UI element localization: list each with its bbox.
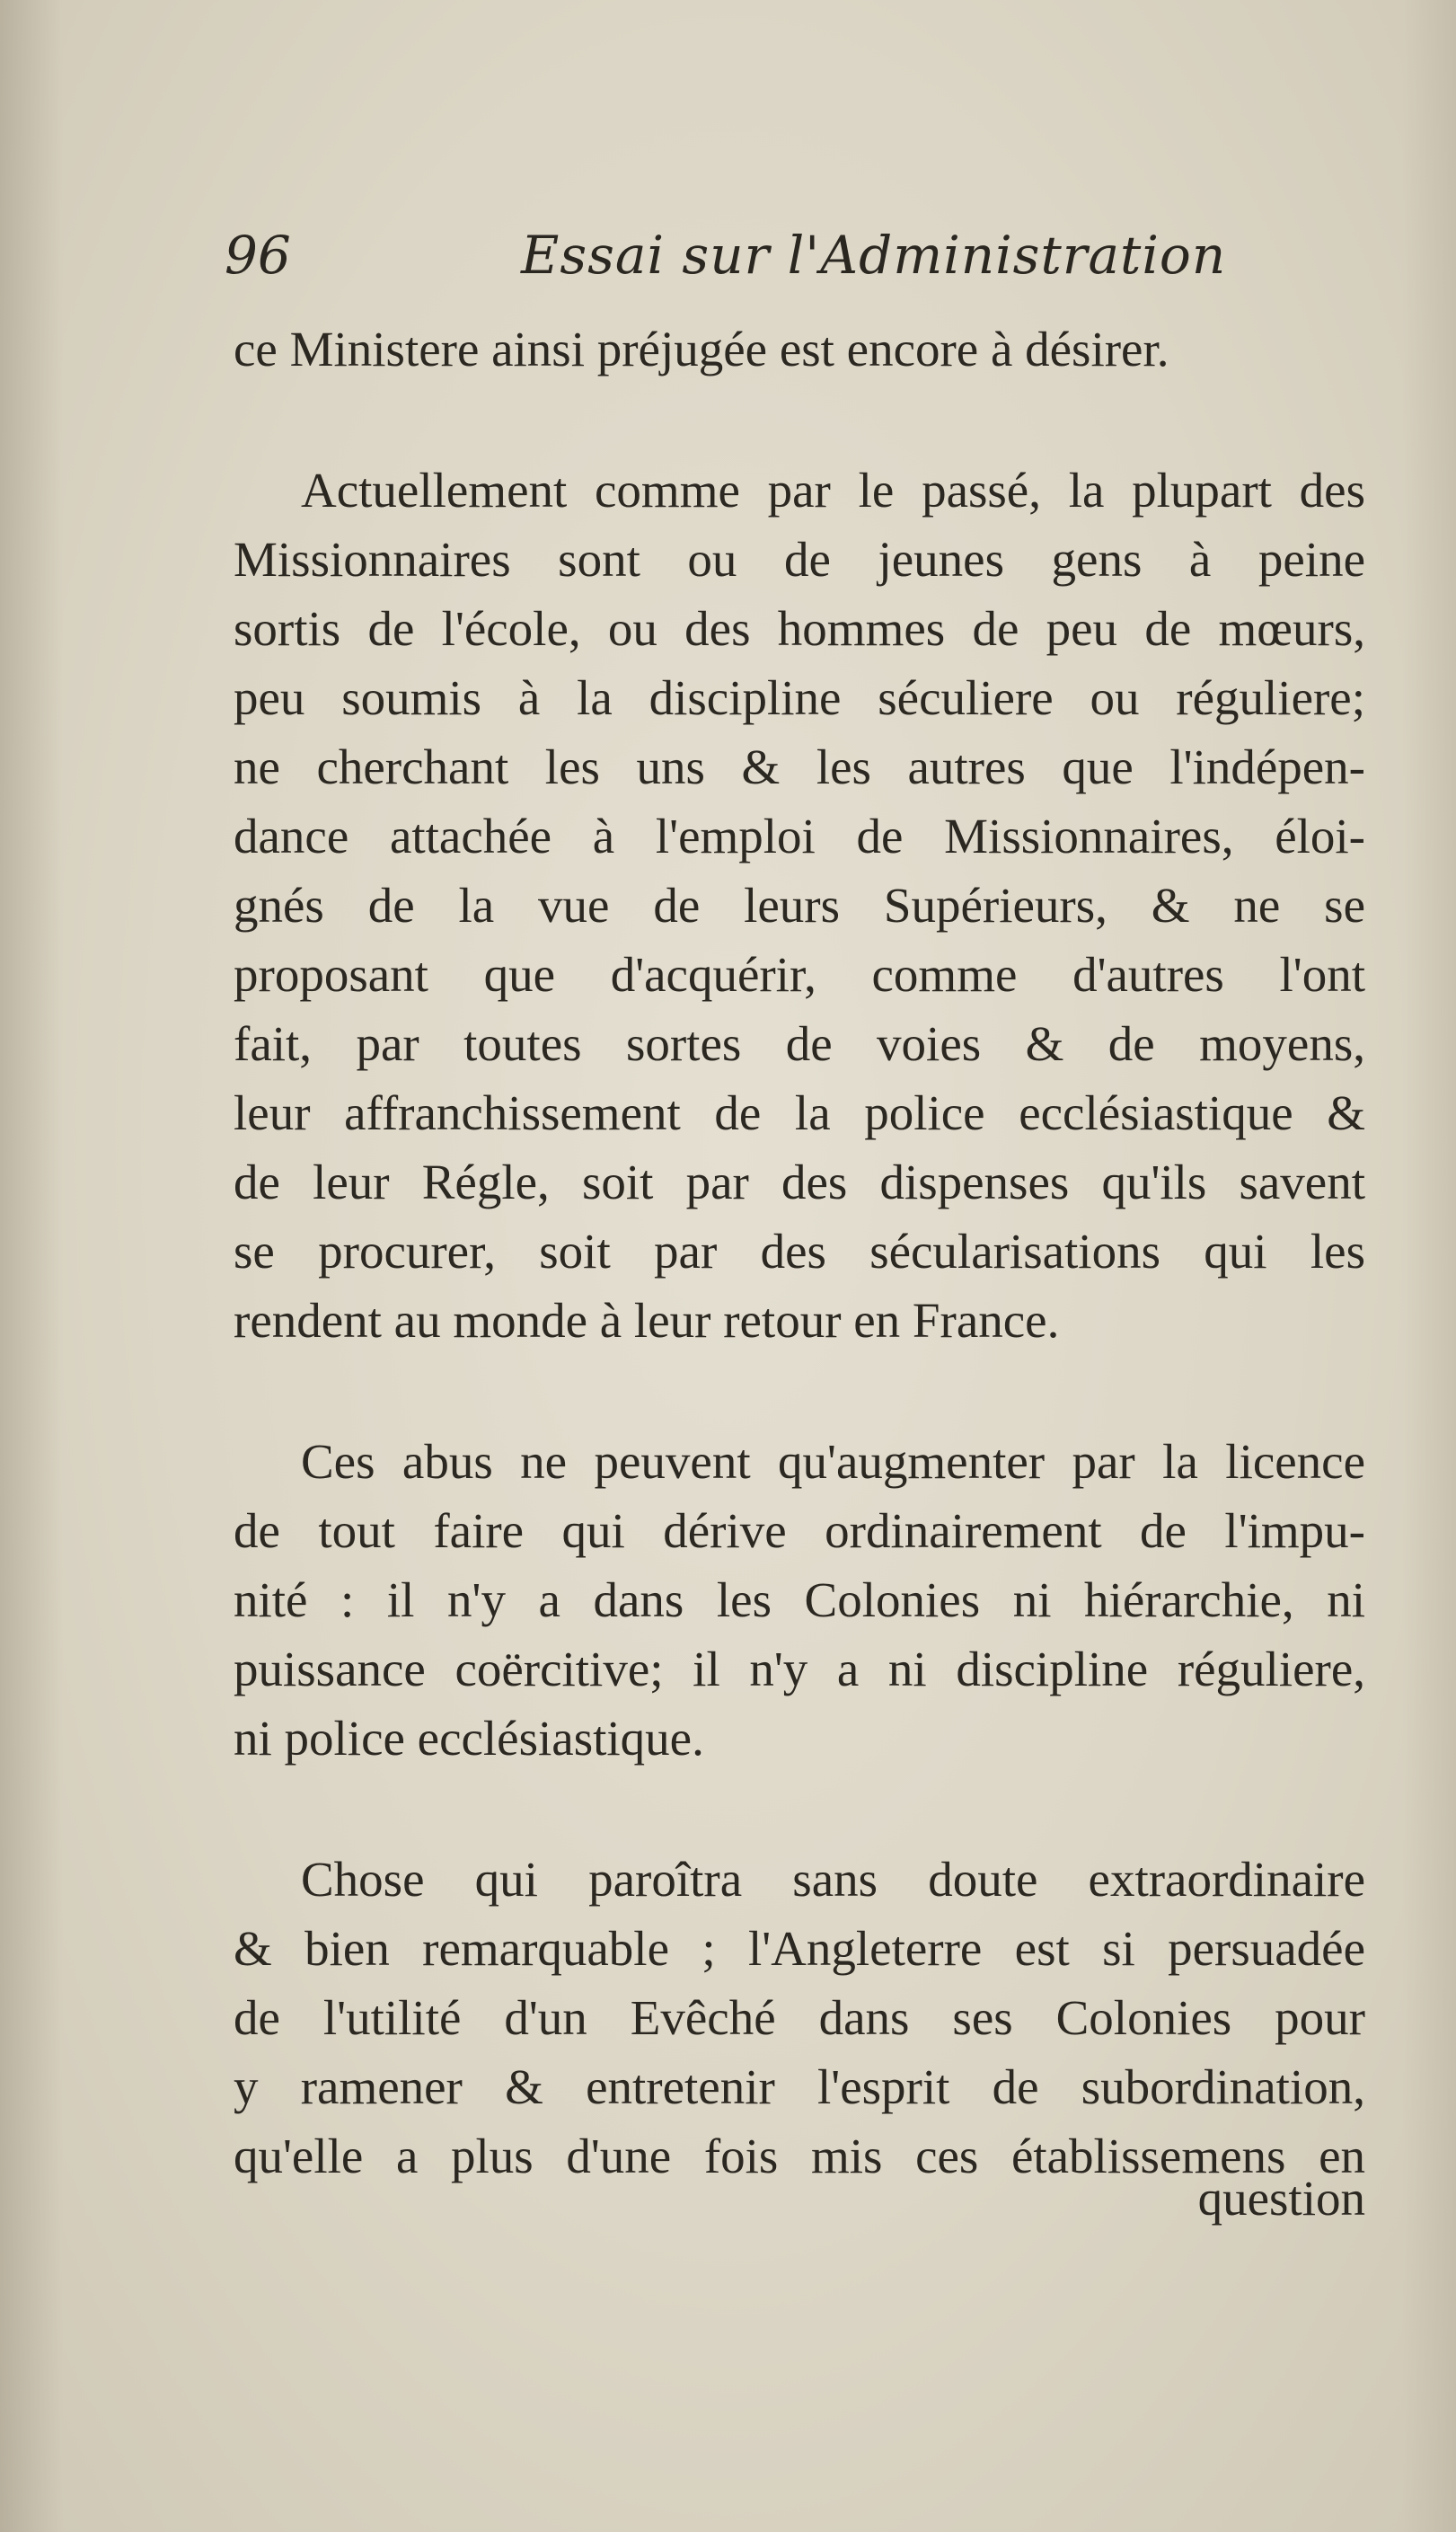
text-line: leur affranchissement de la police ecclésiastique & (234, 1085, 1365, 1140)
text-line: proposant que d'acquérir, comme d'autres l'ont (234, 947, 1365, 1002)
text-line: y ramener & entretenir l'esprit de subordination, (234, 2059, 1365, 2114)
spine-shadow (0, 0, 63, 2532)
text-line: ne cherchant les uns & les autres que l'indépen- (234, 739, 1365, 794)
running-head: Essai sur l'Administration (521, 225, 1227, 286)
edge-shadow (1402, 0, 1456, 2532)
paragraph-1 (234, 314, 1365, 384)
page-number: 96 (225, 225, 291, 286)
text-line: ce Ministere ainsi préjugée est encore à désirer. (234, 322, 1169, 376)
text-line: gnés de la vue de leurs Supérieurs, & ne se (234, 878, 1365, 933)
paragraph-4 (234, 1845, 1365, 2191)
text-line: rendent au monde à leur retour en France. (234, 1293, 1060, 1348)
text-line: & bien remarquable ; l'Angleterre est si persuadée (234, 1921, 1365, 1976)
text-line: Actuellement comme par le passé, la plupart des (301, 463, 1365, 518)
text-line: peu soumis à la discipline séculiere ou réguliere; (234, 670, 1365, 725)
text-line: Ces abus ne peuvent qu'augmenter par la licence (301, 1434, 1365, 1489)
paragraph-2 (234, 456, 1365, 1355)
text-line: ni police ecclésiastique. (234, 1711, 704, 1766)
text-line: fait, par toutes sortes de voies & de moyens, (234, 1016, 1365, 1071)
text-line: dance attachée à l'emploi de Missionnaires, éloi- (234, 809, 1365, 863)
text-line: de tout faire qui dérive ordinairement de l'impu- (234, 1503, 1365, 1558)
text-line: sortis de l'école, ou des hommes de peu de mœurs, (234, 601, 1365, 656)
text-line: puissance coërcitive; il n'y a ni discipline réguliere, (234, 1642, 1365, 1696)
text-line: qu'elle a plus d'une fois mis ces établissemens en (234, 2129, 1365, 2183)
text-line: Missionnaires sont ou de jeunes gens à peine (234, 532, 1365, 587)
catchword-text: question (1197, 2171, 1365, 2226)
text-line: se procurer, soit par des sécularisations qui les (234, 1224, 1365, 1279)
text-line: de l'utilité d'un Evêché dans ses Colonies pour (234, 1990, 1365, 2045)
text-line: Chose qui paroîtra sans doute extraordinaire (301, 1852, 1365, 1907)
text-line: nité : il n'y a dans les Colonies ni hiérarchie, ni (234, 1572, 1365, 1627)
body-text (234, 314, 1365, 2262)
page-header (225, 225, 1374, 297)
paragraph-3 (234, 1427, 1365, 1773)
text-line: de leur Régle, soit par des dispenses qu'ils savent (234, 1155, 1365, 1209)
catchword (234, 2170, 1365, 2227)
